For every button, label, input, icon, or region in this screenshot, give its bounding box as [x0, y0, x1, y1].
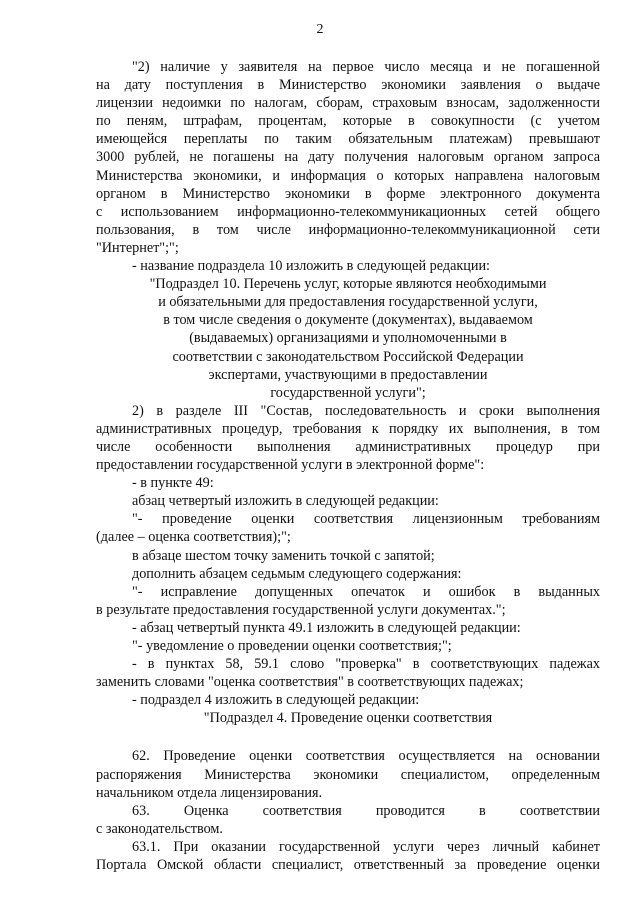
text-line: - название подраздела 10 изложить в следующей редакции: [132, 258, 490, 275]
text-line: "2) наличие у заявителя на первое число месяца и не погашенной [132, 59, 600, 75]
text-line: - в пунктах 58, 59.1 слово "проверка" в соответствующих падежах [132, 656, 600, 673]
text-line: 63.1. При оказании государственной услуги через личный кабинет [132, 838, 600, 855]
subsection-10-title [96, 275, 600, 402]
paragraph-63-1 [96, 838, 600, 874]
centered-line: государственной услуги"; [270, 384, 426, 401]
centered-line: "Подраздел 10. Перечень услуг, которые являются необходимыми [149, 276, 547, 293]
paragraph-section-3 [96, 402, 600, 474]
text-line: дополнить абзацем седьмым следующего содержания: [132, 565, 462, 582]
centered-line: и обязательными для предоставления государственной услуги, [158, 294, 538, 311]
page-number: 2 [316, 22, 324, 37]
paragraph-corrections [96, 583, 600, 619]
text-line: числе особенности выполнения административных процедур при [96, 438, 600, 455]
paragraph-63 [96, 802, 600, 838]
text-line: имеющейся переплаты по таким обязательным платежам) превышают [96, 131, 600, 148]
text-line: по пеням, штрафам, процентам, которые в совокупности (с учетом [96, 113, 600, 130]
document-body [96, 58, 600, 874]
centered-line: экспертами, участвующими в предоставлении [208, 366, 488, 383]
text-line: "- проведение оценки соответствия лицензионным требованиям [132, 511, 600, 528]
paragraph-points-58 [96, 655, 600, 691]
text-line: "Интернет";"; [96, 239, 179, 256]
text-line: лицензии недоимки по налогам, сборам, страховым взносам, задолженности [96, 95, 600, 112]
text-line: 2) в разделе III "Состав, последовательность и сроки выполнения [132, 402, 600, 419]
text-line: с использованием информационно-телекоммуникационных сетей общего [96, 203, 600, 220]
text-line: абзац четвертый изложить в следующей редакции: [132, 493, 439, 510]
subsection-4-title: "Подраздел 4. Проведение оценки соответствия [203, 710, 493, 727]
text-line: в результате предоставления государственной услуги документах."; [96, 601, 506, 618]
text-line: 62. Проведение оценки соответствия осуществляется на основании [132, 748, 600, 765]
text-line: с законодательством. [96, 820, 223, 837]
text-line: "- исправление допущенных опечаток и ошибок в выданных [132, 583, 600, 600]
text-line: на дату поступления в Министерство экономики заявления о выдаче [96, 77, 600, 94]
text-line: 63. Оценка соответствия проводится в соответствии [132, 802, 600, 819]
text-line: (далее – оценка соответствия);"; [96, 529, 291, 546]
text-line: - подраздел 4 изложить в следующей редакции: [132, 692, 420, 709]
centered-line: (выдаваемых) организациями и уполномоченными в [189, 330, 507, 347]
text-line: - абзац четвертый пункта 49.1 изложить в следующей редакции: [132, 619, 521, 636]
text-line: начальником отдела лицензирования. [96, 784, 323, 801]
text-line: пользования, в том числе информационно-телекоммуникационной сети [96, 221, 600, 238]
paragraph-amendment-2 [96, 58, 600, 257]
text-line: Министерства экономики, и информация о которых направлена налоговым [96, 167, 600, 184]
paragraph-assessment [96, 510, 600, 546]
text-line: заменить словами "оценка соответствия" в соответствующих падежах; [96, 674, 524, 691]
text-line: Портала Омской области специалист, ответственный за проведение оценки [96, 857, 600, 874]
text-line: предоставлении государственной услуги в электронной форме": [96, 457, 485, 474]
text-line: органом в Министерство экономики в форме электронного документа [96, 185, 600, 202]
paragraph-62 [96, 747, 600, 801]
text-line: административных процедур, требования к порядку их выполнения, в том [96, 420, 600, 437]
centered-line: соответствии с законодательством Российской Федерации [172, 348, 524, 365]
text-line: в абзаце шестом точку заменить точкой с запятой; [132, 547, 435, 564]
text-line: "- уведомление о проведении оценки соответствия;"; [132, 638, 452, 654]
centered-line: в том числе сведения о документе (документах), выдаваемом [163, 312, 533, 329]
text-line: - в пункте 49: [132, 475, 214, 492]
text-line: 3000 рублей, не погашены на дату получения налоговым органом запроса [96, 149, 600, 166]
text-line: распоряжения Министерства экономики специалистом, определенным [96, 766, 600, 783]
